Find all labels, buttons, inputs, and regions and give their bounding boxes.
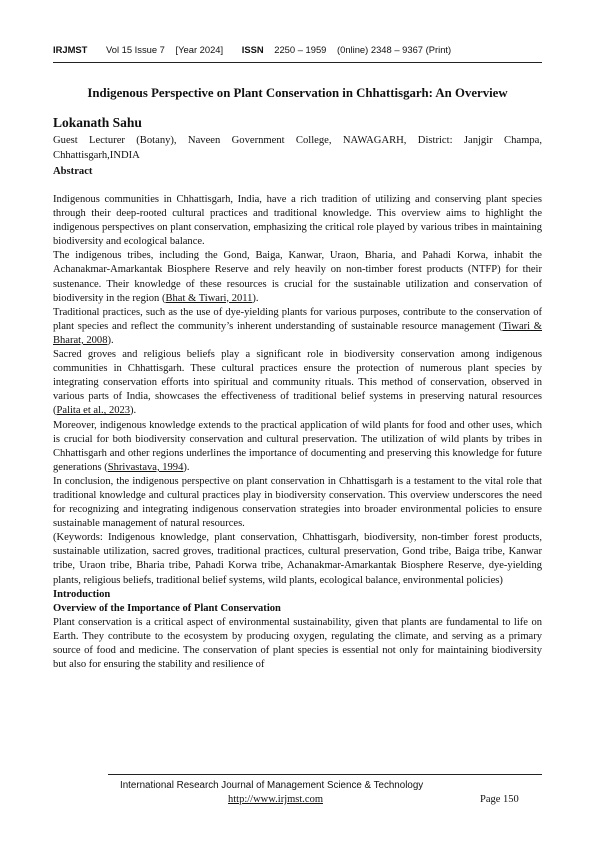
abstract-paragraph: The indigenous tribes, including the Gond, Baiga, Kanwar, Uraon, Bharia, and Pahadi Korwa, inhabit the Achanakmar-Amarkantak Biosphere Reserve and rely heavily on non-timber forest products (NTFP) for their sustenance. Their knowledge of these resources is crucial for the sustainable utilization and conservation of biodiversity in the region (Bhat & Tiwari, 2011). — [53, 250, 542, 304]
issn-online: 2250 – 1959 — [274, 44, 327, 55]
introduction-heading: Introduction — [53, 588, 111, 600]
volume-issue: Vol 15 Issue 7 — [106, 44, 165, 55]
footer-journal-name: International Research Journal of Management Science & Technology — [120, 780, 424, 791]
abstract-heading: Abstract — [53, 166, 93, 177]
abstract-paragraph: Moreover, indigenous knowledge extends to the practical application of wild plants for food and other uses, which is crucial for both biodiversity conservation and cultural preservation. The utilization of wild plants by tribes in Chhattisgarh and other regions underlines the importance of documenting and preserving this knowledge for future generations (Shrivastava, 1994). — [53, 419, 542, 473]
year: [Year 2024] — [175, 44, 224, 55]
introduction-paragraph: Plant conservation is a critical aspect of environmental sustainability, given that plants are fundamental to life on Earth. They contribute to the ecosystem by producing oxygen, regulating the climate, and serving as a primary source of food and medicine. The conservation of plant species is essential not only for maintaining biodiversity but also for ensuring the stability and resilience of — [53, 616, 542, 671]
abstract-paragraph: Sacred groves and religious beliefs play a significant role in biodiversity conservation among indigenous communities in Chhattisgarh. These cultural practices ensure the protection of numerous plant species by integrating conservation efforts into spiritual and community rituals. This method of conservation, observed in various parts of India, showcases the effectiveness of traditional belief systems in preserving natural resources (Palita et al., 2023). — [53, 349, 542, 417]
abstract-paragraph: In conclusion, the indigenous perspective on plant conservation in Chhattisgarh is a testament to the vital role that traditional knowledge and cultural practices play in biodiversity conservation. This overview underscores the need for recognizing and integrating indigenous conservation strategies into broader environmental policies to ensure sustainable management of natural resources. — [53, 475, 542, 530]
citation-link[interactable]: Shrivastava, 1994 — [107, 461, 184, 473]
issn-print: (0nline) 2348 – 9367 (Print) — [337, 44, 452, 55]
citation-link[interactable]: Tiwari & Bharat, 2008 — [53, 320, 542, 346]
section-heading: Overview of the Importance of Plant Conservation — [53, 602, 281, 614]
header-divider — [53, 62, 542, 63]
author-affiliation: Guest Lecturer (Botany), Naveen Government College, NAWAGARH, District: Janjgir Champa, Chhattisgarh,INDIA — [53, 135, 542, 161]
abstract-paragraph: Indigenous communities in Chhattisgarh, India, have a rich tradition of utilizing and conserving plant species through their deep-rooted cultural practices and traditional knowledge. This overview aims to highlight the indigenous perspectives on plant conservation, emphasizing the critical role played by various tribes in maintaining biodiversity and ecological balance. — [53, 194, 542, 248]
journal-abbrev: IRJMST — [53, 44, 88, 55]
body-text — [53, 193, 542, 672]
keywords: (Keywords: Indigenous knowledge, plant conservation, Chhattisgarh, biodiversity, non-timber forest products, sustainable utilization, sacred groves, traditional practices, cultural preservation, Gond tribe, Baiga tribe, Kanwar tribe, Uraon tribe, Bharia tribe, Pahadi Korwa tribe, Achanakmar-Amarkantak Biosphere Reserve, dye-yielding plants, religious beliefs, traditional belief systems, wild plants, ecological balance, environmental policies) — [53, 532, 542, 586]
citation-link[interactable]: Bhat & Tiwari, 2011 — [165, 292, 253, 304]
footer-url-link[interactable]: http://www.irjmst.com — [228, 794, 323, 805]
issn-label: ISSN — [241, 44, 264, 55]
running-header — [53, 44, 451, 55]
citation-link[interactable]: Palita et al., 2023 — [56, 405, 131, 417]
abstract-paragraph: Traditional practices, such as the use of dye-yielding plants for various purposes, contribute to the conservation of plant species and reflect the community’s inherent understanding of sustainable resource management (Tiwari & Bharat, 2008). — [53, 306, 542, 346]
footer-divider — [108, 774, 542, 775]
paper-title: Indigenous Perspective on Plant Conservation in Chhattisgarh: An Overview — [87, 86, 508, 100]
page-number: Page 150 — [480, 794, 519, 805]
author-name: Lokanath Sahu — [53, 115, 142, 130]
